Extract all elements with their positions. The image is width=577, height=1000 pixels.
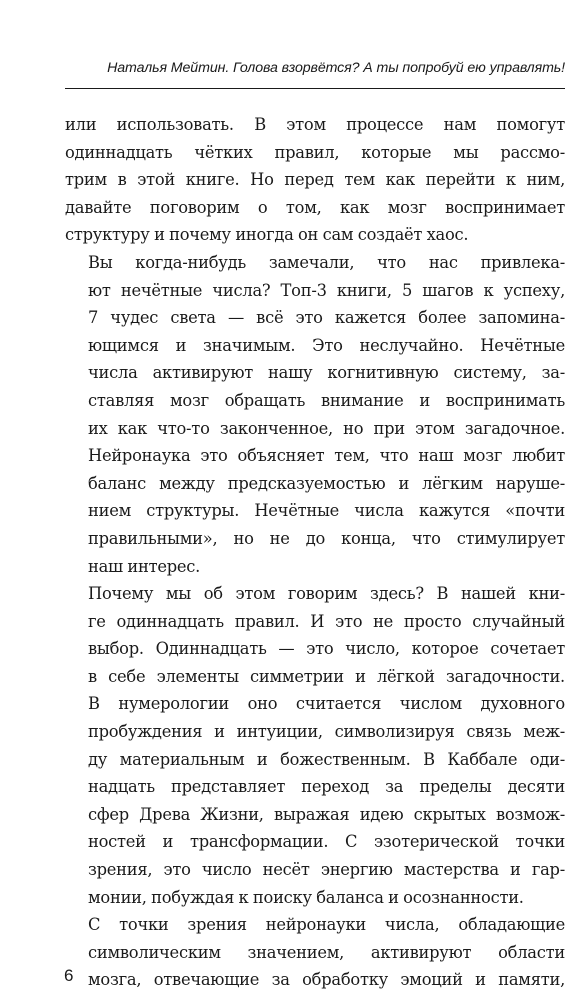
text-line: пробуждения и интуиции, символизируя связь меж- [88,722,565,742]
text-line: зрения, это число несёт энергию мастерства и гар- [88,860,565,880]
text-line: Нейронаука это объясняет тем, что наш мозг любит [88,446,565,466]
text-line: или использовать. В этом процессе нам помогут [65,115,565,134]
text-line: правильными», но не до конца, что стимулирует [88,528,565,548]
text-line: структуру и почему иногда он сам создаёт хаос. [65,225,469,245]
text-line: надцать представляет переход за пределы десяти [88,777,565,797]
paragraph [65,111,565,249]
text-line: С точки зрения нейронауки числа, обладающие [88,915,565,935]
text-line: одиннадцать чётких правил, которые мы рассмо- [65,142,565,162]
text-line: выбор. Одиннадцать — это число, которое сочетает [88,639,565,659]
text-line: их как что-то законченное, но при этом загадочное. [88,418,565,438]
text-line: сфер Древа Жизни, выражая идею скрытых возмож- [88,804,565,824]
paragraph [65,249,565,580]
text-line: давайте поговорим о том, как мозг воспринимает [65,197,565,217]
text-line: 7 чудес света — всё это кажется более запомина- [88,308,565,328]
body-text [65,111,565,994]
text-line: баланс между предсказуемостью и лёгким наруше- [88,473,565,493]
text-line: В нумерологии оно считается числом духовного [88,694,565,714]
text-line: нием структуры. Нечётные числа кажутся «почти [88,501,565,521]
text-line: ющимся и значимым. Это неслучайно. Нечётные [88,335,565,355]
text-line: наш интерес. [88,556,201,576]
paragraph [65,911,565,994]
text-line: символическим значением, активируют области [88,942,565,962]
text-line: монии, побуждая к поиску баланса и осознанности. [88,887,524,907]
text-line: в себе элементы симметрии и лёгкой загадочности. [88,666,565,686]
text-line: ют нечётные числа? Топ-3 книги, 5 шагов к успеху, [88,280,565,300]
text-line: ставляя мозг обращать внимание и воспринимать [88,390,565,410]
text-line: ге одиннадцать правил. И это не просто случайный [88,611,565,631]
text-line: трим в этой книге. Но перед тем как перейти к ним, [65,170,565,190]
text-line: мозга, отвечающие за обработку эмоций и памяти, [88,970,565,990]
header-rule [65,88,565,89]
text-line: Почему мы об этом говорим здесь? В нашей кни- [88,584,565,604]
text-line: ду материальным и божественным. В Каббале оди- [88,749,565,769]
text-line: числа активируют нашу когнитивную систему, за- [88,363,565,383]
running-header: Наталья Мейтин. Голова взорвётся? А ты попробуй ею управлять! [107,60,565,76]
text-line: Вы когда-нибудь замечали, что нас привлека- [88,252,565,272]
page-number: 6 [64,966,74,985]
text-line: ностей и трансформации. С эзотерической точки [88,832,565,852]
paragraph [65,580,565,911]
